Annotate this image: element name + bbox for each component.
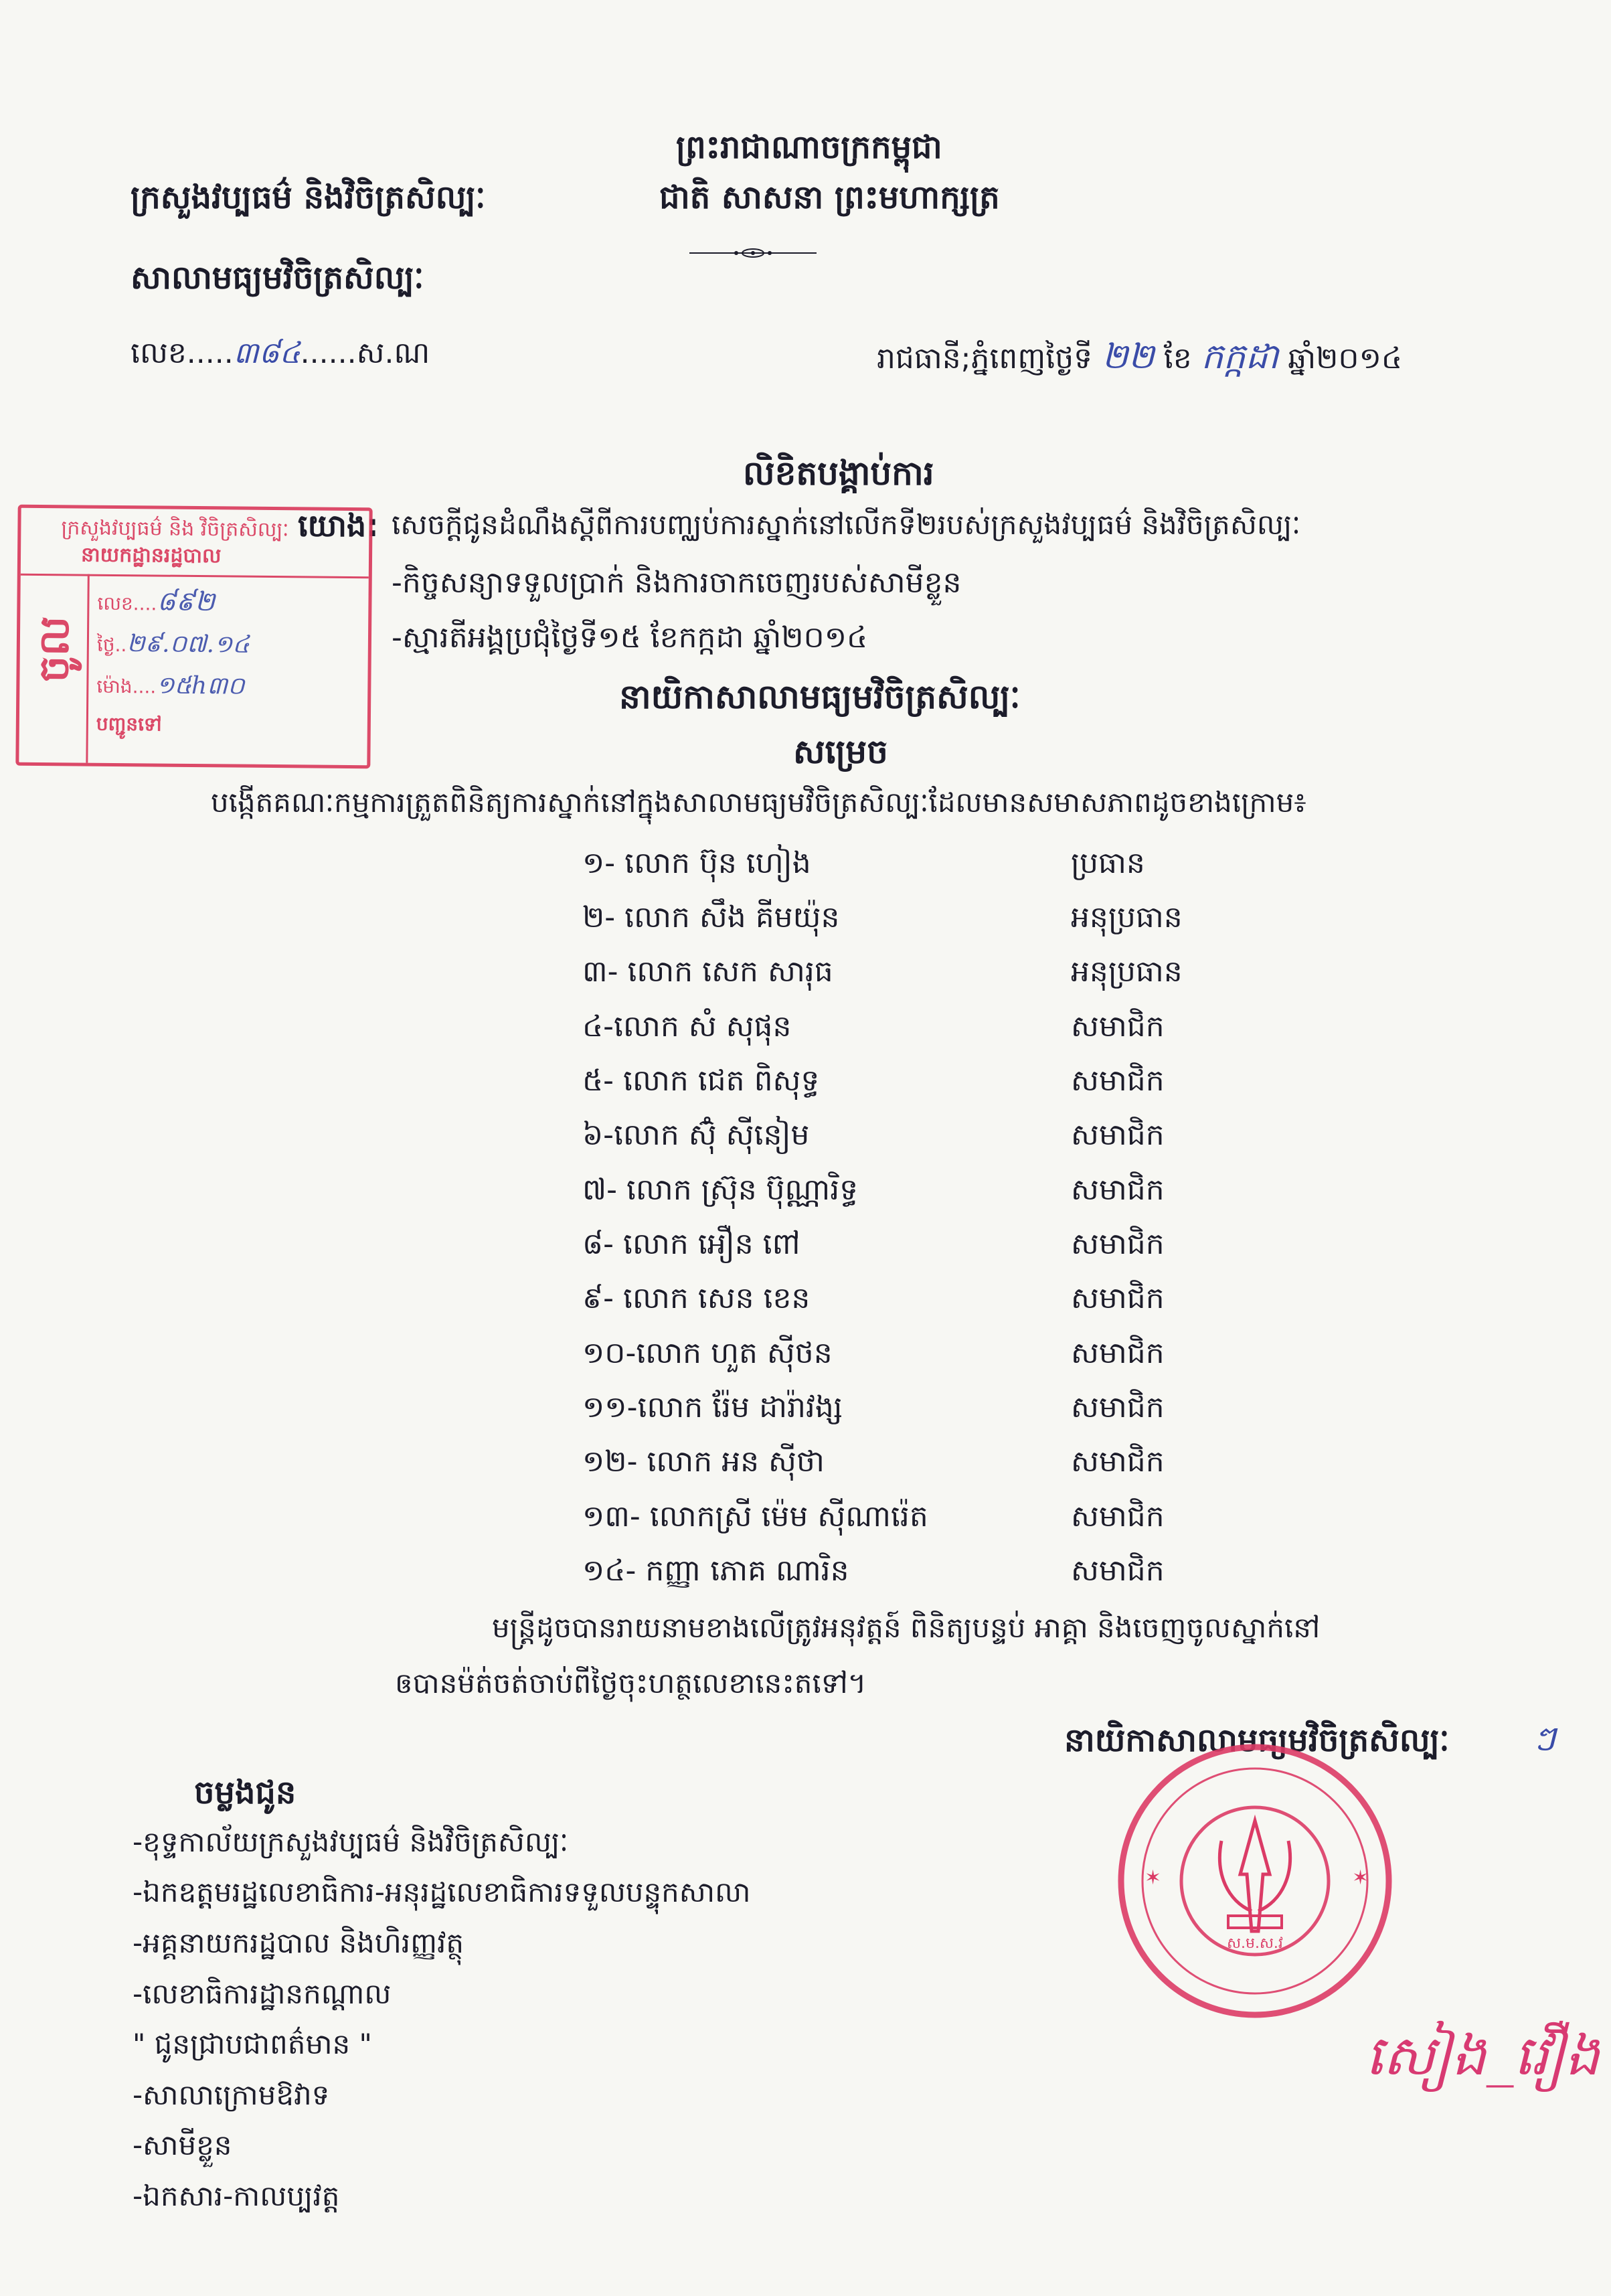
date-year: ឆ្នាំ២០១៤ [1288,341,1403,376]
reference-number-suffix: ស.ណ [356,336,430,370]
cc-item: -លេខាធិការដ្ឋានកណ្ដាល [133,1977,392,2010]
stamp-incoming-label: ចូល [29,616,79,683]
stamp-date-label: ថ្ងៃ [96,633,115,656]
member-role: សមាជិក [1071,1445,1165,1479]
member-role: សមាជិក [1071,1118,1165,1152]
cc-item: -ឯកសារ-កាលប្បវត្ត [133,2180,340,2212]
cc-item: -អគ្គនាយករដ្ឋបាល និងហិរញ្ញវត្ថុ [133,1926,464,1959]
ministry-name: ក្រសួងវប្បធម៌ និងវិចិត្រសិល្បៈ [131,179,486,216]
school-name: សាលាមធ្យមវិចិត្រសិល្បៈ [131,259,424,297]
member-name: ៧- លោក ស្រ៊ុន ប៊ុណ្ណារិទ្ធ [582,1173,859,1207]
member-name: ១៣- លោកស្រី ម៉េម ស៊ីណារ៉េត [582,1499,928,1534]
cc-item: -ខុទ្ទកាល័យក្រសួងវប្បធម៌ និងវិចិត្រសិល្បៈ [133,1825,569,1858]
member-name: ២- លោក សឹង គីមយ៉ុន [582,900,840,934]
member-role: សមាជិក [1071,1009,1165,1044]
signatory-mark: ៗ [1533,1719,1556,1759]
stamp-ministry: ក្រសួងវប្បធម៌ និង វិចិត្រសិល្បៈ [61,516,289,542]
stamp-forward-label: បញ្ជូនទៅ [96,712,162,736]
stamp-time-label: ម៉ោង [96,675,133,698]
member-role: សមាជិក [1071,1390,1165,1424]
member-role: សមាជិក [1071,1499,1165,1534]
decision-heading: សម្រេច [793,732,888,771]
stamp-number-label: លេខ [97,592,133,615]
member-name: ៨- លោក អឿន ពៅ [582,1227,800,1261]
member-name: ៥- លោក ជេត ពិសុទ្ធ [582,1064,820,1098]
member-role: អនុប្រធាន [1071,955,1183,989]
decision-intro: បង្កើតគណៈកម្មការត្រួតពិនិត្យការស្នាក់នៅក្នុងសាលាមធ្យមវិចិត្រសិល្បៈដែលមានសមាសភាពដូចខាងក្រោម៖ [211,786,1306,819]
date-day-handwritten: ២២ [1102,337,1155,377]
cc-item: -ឯកឧត្តមរដ្ឋលេខាធិការ-អនុរដ្ឋលេខាធិការទទួលបន្ទុកសាលា [133,1876,751,1908]
closing-line-2: ឲបានម៉ត់ចត់ចាប់ពីថ្ងៃចុះហត្ថលេខានេះតទៅ។ [395,1667,867,1700]
member-role: សមាជិក [1071,1227,1165,1261]
document-title: លិខិតបង្គាប់ការ [743,454,934,493]
member-role: ប្រធាន [1071,846,1145,880]
signature-name: សៀង_វឿង [1365,2024,1600,2088]
member-role: សមាជិក [1071,1554,1165,1588]
date-prefix: រាជធានី;ភ្នំពេញថ្ងៃទី [877,341,1093,376]
stamp-department: នាយកដ្ឋានរដ្ឋបាល [80,543,222,568]
date-month-label: ខែ [1163,341,1192,376]
member-name: ៤-លោក សំ សុផុន [582,1009,792,1044]
reference-number-handwritten: ៣៨៤ [233,336,301,370]
reference-number-prefix: លេខ [131,336,187,370]
header-ornament [689,246,817,260]
member-role: អនុប្រធាន [1071,900,1183,934]
official-seal [1114,1740,1395,2022]
member-name: ១៤- កញ្ញា ភោគ ណារិន [582,1554,849,1588]
svg-text:✶: ✶ [1352,1866,1369,1890]
member-name: ៩- លោក សេន ខេន [582,1281,811,1315]
cc-item: " ជូនជ្រាបជាពត៌មាន " [133,2028,372,2060]
reference-number: លេខ.....៣៨៤......ស.ណ [131,336,430,370]
member-role: សមាជិក [1071,1281,1165,1315]
director-heading: នាយិកាសាលាមធ្យមវិចិត្រសិល្បៈ [619,677,1021,716]
member-name: ១០-លោក ហួត ស៊ីថន [582,1336,833,1370]
cc-item: -សាមីខ្លួន [133,2129,232,2161]
subject-line-3: -ស្មារតីអង្គប្រជុំថ្ងៃទី១៥ ខែកក្កដា ឆ្នាំ២០១៤ [392,621,868,655]
member-role: សមាជិក [1071,1173,1165,1207]
member-role: សមាជិក [1071,1064,1165,1098]
stamp-number-value: ៨៩២ [157,586,216,618]
member-name: ៦-លោក ស៊ុំ ស៊ីនៀម [582,1118,810,1152]
stamp-time-value: ១៥h៣០ [156,671,245,700]
seal-code: ស.ម.ស.វ [1227,1935,1283,1952]
signatory-title: នាយិកាសាលាមធ្យមវិចិត្រសិល្បៈ [1064,1722,1450,1759]
subject-label: យោង: [298,507,379,544]
national-motto: ជាតិ សាសនា ព្រះមហាក្សត្រ [659,179,1000,216]
svg-text:✶: ✶ [1144,1866,1162,1890]
cc-item: -សាលាក្រោមឱវាទ [133,2078,330,2111]
registration-stamp: ក្រសួងវប្បធម៌ និង វិចិត្រសិល្បៈ នាយកដ្ឋានរដ្ឋបាល ចូល លេខ....៨៩២ ថ្ងៃ..២៩.០៧.១៤ ម៉ោង....១៥h៣០ បញ្ជូនទៅ [15,505,372,769]
kingdom-title: ព្រះរាជាណាចក្រកម្ពុជា [676,129,942,166]
stamp-date-value: ២៩.០៧.១៤ [126,630,250,659]
closing-line-1: មន្ត្រីដូចបានរាយនាមខាងលើត្រូវអនុវត្តន៍ ពិនិត្យបន្ទប់ អាគ្គា និងចេញចូលស្នាក់នៅ [492,1611,1321,1644]
member-role: សមាជិក [1071,1336,1165,1370]
reference-date [877,335,1402,386]
subject-line-1: សេចក្ដីជូនដំណឹងស្ដីពីការបញ្ឈប់ការស្នាក់នៅលើកទី២របស់ក្រសួងវប្បធម៌ និងវិចិត្រសិល្បៈ [392,508,1301,541]
member-name: ១- លោក ប៊ុន ហៀង [582,846,811,880]
member-name: ១២- លោក អន ស៊ីថា [582,1445,825,1479]
member-name: ៣- លោក សេក សារុធ [582,955,833,989]
subject-line-2: -កិច្ចសន្យាទទួលប្រាក់ និងការចាកចេញរបស់សាមីខ្លួន [392,566,962,600]
member-name: ១១-លោក រ៉ែម ដារ៉ាវង្ស [582,1390,843,1424]
cc-heading: ចម្លងជូន [194,1774,296,1811]
date-month-handwritten: កក្កដា [1201,337,1279,377]
